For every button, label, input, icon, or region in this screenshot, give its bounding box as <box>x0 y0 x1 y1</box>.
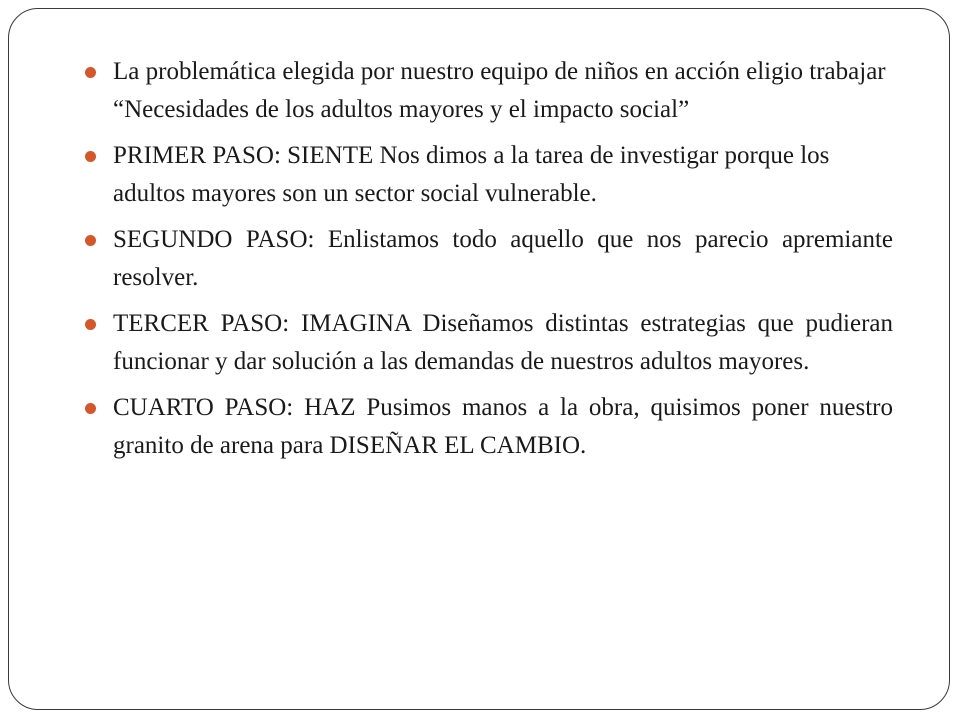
bullet-text: CUARTO PASO: HAZ Pusimos manos a la obra, quisimos poner nuestro granito de arena para DISEÑAR EL CAMBIO. <box>113 394 893 459</box>
bullet-item <box>85 305 893 380</box>
bullet-dot-icon <box>85 235 96 246</box>
bullet-text: TERCER PASO: IMAGINA Diseñamos distintas estrategias que pudieran funcionar y dar solución a las demandas de nuestros adultos mayores. <box>113 310 893 375</box>
bullet-list <box>85 53 893 473</box>
bullet-text: La problemática elegida por nuestro equipo de niños en acción eligio trabajar “Necesidades de los adultos mayores y el impacto social” <box>113 58 886 123</box>
bullet-item <box>85 221 893 296</box>
bullet-dot-icon <box>85 319 96 330</box>
bullet-dot-icon <box>85 151 96 162</box>
bullet-text: PRIMER PASO: SIENTE Nos dimos a la tarea de investigar porque los adultos mayores son un sector social vulnerable. <box>113 142 830 207</box>
bullet-item <box>85 53 893 128</box>
slide-frame <box>8 8 950 710</box>
bullet-dot-icon <box>85 403 96 414</box>
bullet-dot-icon <box>85 67 96 78</box>
bullet-item <box>85 137 893 212</box>
bullet-item <box>85 389 893 464</box>
bullet-text: SEGUNDO PASO: Enlistamos todo aquello que nos parecio apremiante resolver. <box>113 226 893 291</box>
